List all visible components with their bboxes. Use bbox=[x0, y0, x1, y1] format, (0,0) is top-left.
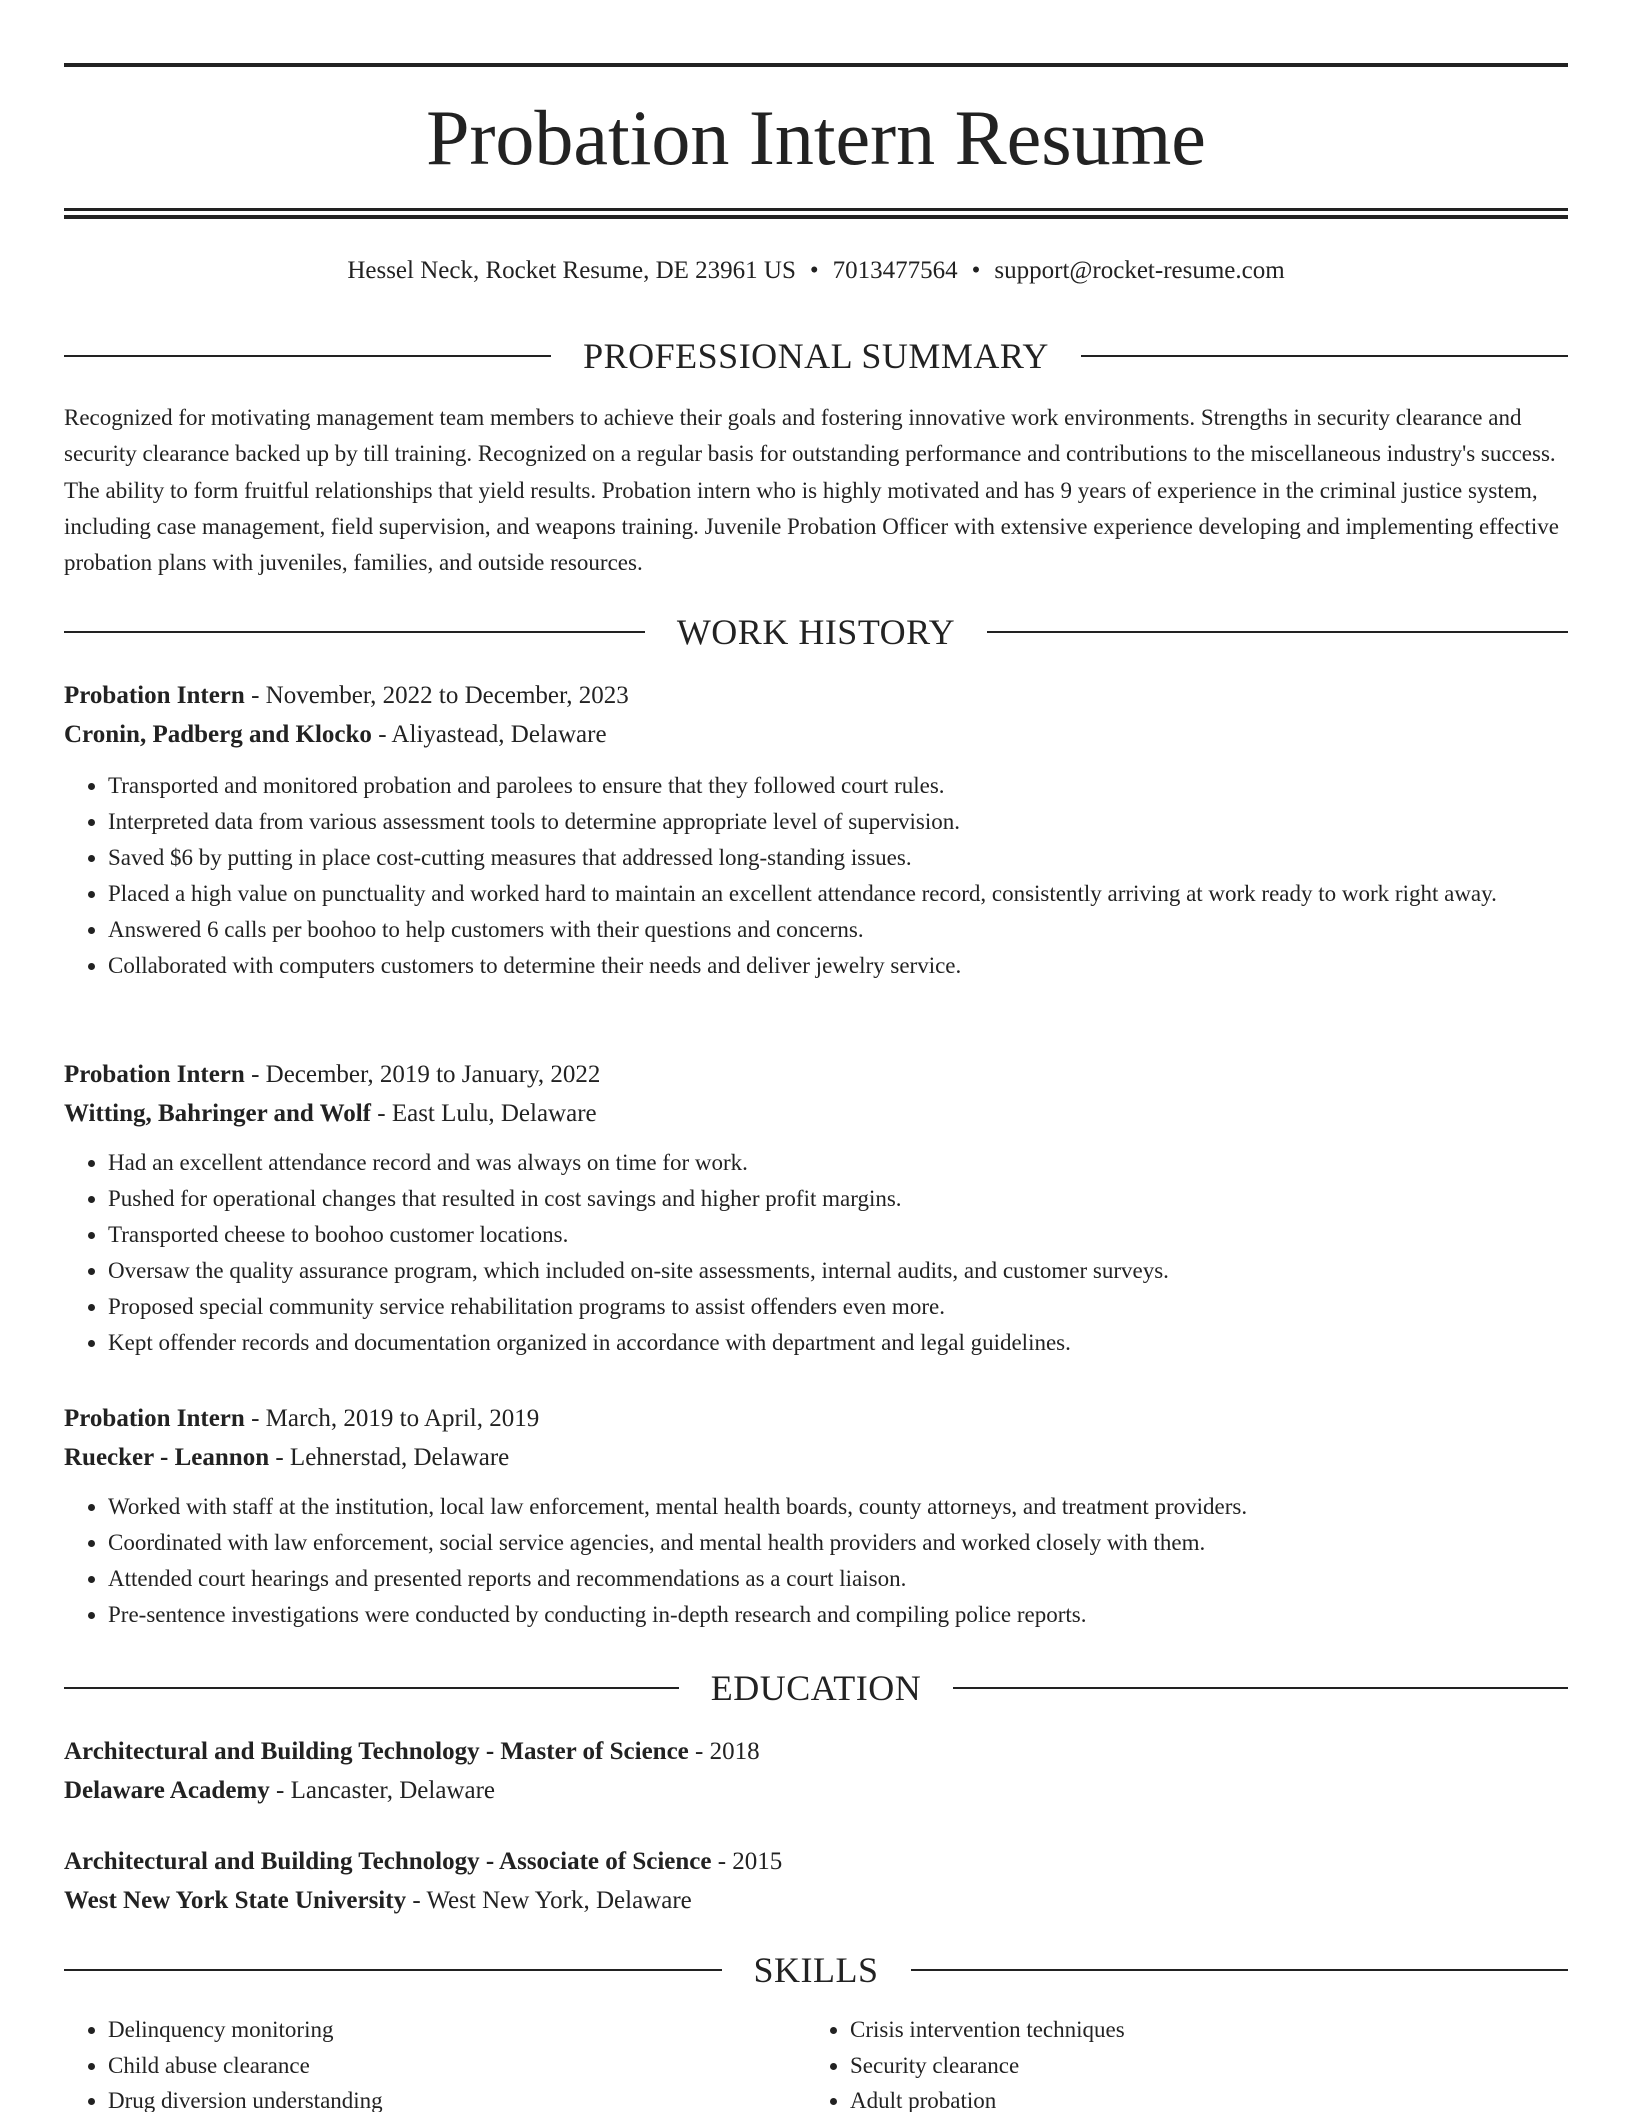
job-company-line bbox=[64, 1438, 1568, 1477]
job-entry bbox=[64, 676, 1568, 984]
job-dates: - December, 2019 to January, 2022 bbox=[244, 1061, 601, 1088]
section-rule bbox=[64, 631, 645, 633]
job-location: - Lehnerstad, Delaware bbox=[269, 1444, 510, 1471]
job-title: Probation Intern bbox=[64, 682, 245, 709]
job-location: - East Lulu, Delaware bbox=[371, 1100, 597, 1127]
job-bullet: • Coordinated with law enforcement, social service agencies, and mental health providers and worked closely with them. bbox=[108, 1525, 1568, 1561]
education-degree: Architectural and Building Technology - Master of Science bbox=[64, 1738, 689, 1765]
education-entry bbox=[64, 1732, 1568, 1810]
job-company: Witting, Bahringer and Wolf bbox=[64, 1100, 372, 1127]
job-bullet: • Transported cheese to boohoo customer locations. bbox=[108, 1217, 1568, 1253]
education-school-line bbox=[64, 1881, 1568, 1920]
contact-address: Hessel Neck, Rocket Resume, DE 23961 US bbox=[347, 257, 796, 284]
job-company-line bbox=[64, 715, 1568, 754]
education-school: Delaware Academy bbox=[64, 1777, 270, 1804]
summary-text: Recognized for motivating management team members to achieve their goals and fostering innovative work environments. Strengths in security clearance and security clearance backed up by till training. Recognized on a regular basis for outstanding performance and contributions to the miscellaneous industry's success. The ability to form fruitful relationships that yield results. Probation intern who is highly motivated and has 9 years of experience in the criminal justice system, including case management, field supervision, and weapons training. Juvenile Probation Officer with extensive experience developing and implementing effective probation plans with juveniles, families, and outside resources. bbox=[64, 405, 1559, 576]
section-rule bbox=[64, 1969, 722, 1971]
education-location: - Lancaster, Delaware bbox=[269, 1777, 495, 1804]
skills-list bbox=[64, 2012, 1568, 2112]
education-year: - 2015 bbox=[711, 1848, 783, 1875]
job-title-line bbox=[64, 1055, 1568, 1094]
skills-column-left bbox=[64, 2012, 806, 2112]
section-rule bbox=[64, 1687, 679, 1689]
job-company: Ruecker - Leannon bbox=[64, 1444, 270, 1471]
section-rule bbox=[953, 1687, 1568, 1689]
job-bullets bbox=[64, 1145, 1568, 1361]
section-header-education bbox=[64, 1666, 1568, 1710]
skill-item: • Security clearance bbox=[850, 2048, 1548, 2084]
top-rule bbox=[64, 63, 1568, 67]
job-dates: - March, 2019 to April, 2019 bbox=[244, 1405, 540, 1432]
resume-title: Probation Intern Resume bbox=[426, 94, 1206, 181]
job-bullet: • Collaborated with computers customers to determine their needs and deliver jewelry service. bbox=[108, 948, 1568, 984]
education-degree: Architectural and Building Technology - Associate of Science bbox=[64, 1848, 712, 1875]
section-title: PROFESSIONAL SUMMARY bbox=[583, 336, 1049, 376]
contact-separator: • bbox=[809, 257, 819, 284]
section-header-work bbox=[64, 610, 1568, 654]
job-title: Probation Intern bbox=[64, 1405, 245, 1432]
education-location: - West New York, Delaware bbox=[406, 1887, 692, 1914]
job-bullet: • Pushed for operational changes that resulted in cost savings and higher profit margins. bbox=[108, 1181, 1568, 1217]
job-entry bbox=[64, 1399, 1568, 1633]
section-rule bbox=[911, 1969, 1568, 1971]
skill-item: • Adult probation bbox=[850, 2083, 1548, 2112]
job-bullet: • Proposed special community service rehabilitation programs to assist offenders even more. bbox=[108, 1289, 1568, 1325]
section-header-skills bbox=[64, 1948, 1568, 1992]
section-rule bbox=[64, 355, 551, 357]
education-entry bbox=[64, 1842, 1568, 1920]
job-bullet: • Interpreted data from various assessment tools to determine appropriate level of supervision. bbox=[108, 804, 1568, 840]
job-bullet: • Oversaw the quality assurance program, which included on-site assessments, internal audits, and customer surveys. bbox=[108, 1253, 1568, 1289]
skill-item: • Delinquency monitoring bbox=[108, 2012, 806, 2048]
title-rule-thick bbox=[64, 215, 1568, 219]
skill-item: • Crisis intervention techniques bbox=[850, 2012, 1548, 2048]
job-location: - Aliyastead, Delaware bbox=[371, 721, 607, 748]
title-rule-thin bbox=[64, 208, 1568, 211]
skill-item: • Drug diversion understanding bbox=[108, 2083, 806, 2112]
education-degree-line bbox=[64, 1842, 1568, 1881]
contact-email: support@rocket-resume.com bbox=[994, 257, 1285, 284]
contact-separator: • bbox=[971, 257, 981, 284]
job-title-line bbox=[64, 676, 1568, 715]
section-rule bbox=[1081, 355, 1568, 357]
job-entry bbox=[64, 1055, 1568, 1361]
job-bullet: • Attended court hearings and presented reports and recommendations as a court liaison. bbox=[108, 1561, 1568, 1597]
job-bullets bbox=[64, 1489, 1568, 1633]
education-year: - 2018 bbox=[688, 1738, 760, 1765]
education-degree-line bbox=[64, 1732, 1568, 1771]
contact-phone: 7013477564 bbox=[832, 257, 958, 284]
skill-item: • Child abuse clearance bbox=[108, 2048, 806, 2084]
contact-line bbox=[64, 253, 1568, 289]
skills-column-right bbox=[806, 2012, 1548, 2112]
job-bullet: • Pre-sentence investigations were conducted by conducting in-depth research and compiling police reports. bbox=[108, 1597, 1568, 1633]
job-bullet: • Placed a high value on punctuality and worked hard to maintain an excellent attendance record, consistently arriving at work ready to work right away. bbox=[108, 876, 1568, 912]
job-company-line bbox=[64, 1094, 1568, 1133]
section-header-summary bbox=[64, 334, 1568, 378]
education-school: West New York State University bbox=[64, 1887, 407, 1914]
section-rule bbox=[987, 631, 1568, 633]
job-bullet: • Transported and monitored probation and parolees to ensure that they followed court rules. bbox=[108, 768, 1568, 804]
job-bullet: • Had an excellent attendance record and was always on time for work. bbox=[108, 1145, 1568, 1181]
resume-page bbox=[64, 0, 1568, 2112]
job-title-line bbox=[64, 1399, 1568, 1438]
job-title: Probation Intern bbox=[64, 1061, 245, 1088]
job-bullet: • Saved $6 by putting in place cost-cutting measures that addressed long-standing issues. bbox=[108, 840, 1568, 876]
section-title: EDUCATION bbox=[710, 1668, 922, 1708]
education-school-line bbox=[64, 1771, 1568, 1810]
section-title: SKILLS bbox=[753, 1950, 879, 1990]
job-dates: - November, 2022 to December, 2023 bbox=[244, 682, 629, 709]
job-bullets bbox=[64, 768, 1568, 984]
job-bullet: • Answered 6 calls per boohoo to help customers with their questions and concerns. bbox=[108, 912, 1568, 948]
job-company: Cronin, Padberg and Klocko bbox=[64, 721, 372, 748]
job-bullet: • Worked with staff at the institution, local law enforcement, mental health boards, county attorneys, and treatment providers. bbox=[108, 1489, 1568, 1525]
job-bullet: • Kept offender records and documentation organized in accordance with department and legal guidelines. bbox=[108, 1325, 1568, 1361]
section-title: WORK HISTORY bbox=[676, 612, 956, 652]
